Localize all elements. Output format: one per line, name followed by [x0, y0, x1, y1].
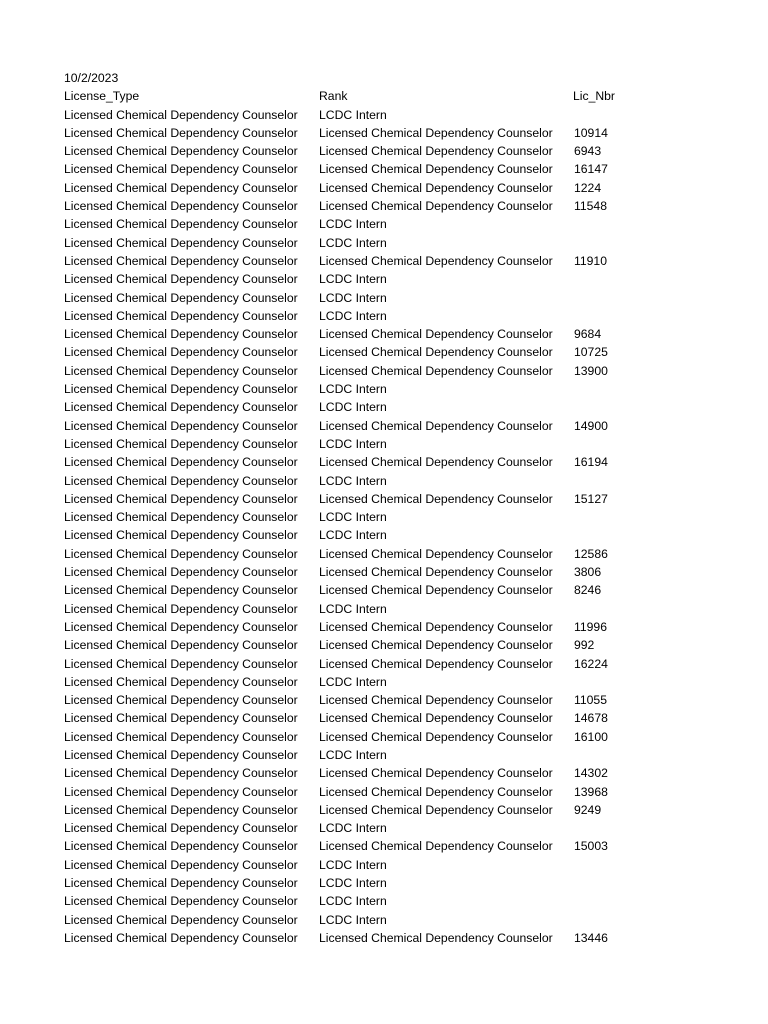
- rank-cell: LCDC Intern: [319, 382, 387, 397]
- license-type-cell: Licensed Chemical Dependency Counselor: [64, 876, 298, 891]
- spreadsheet-document: [64, 69, 704, 947]
- license-type-cell: Licensed Chemical Dependency Counselor: [64, 308, 298, 323]
- lic-nbr-cell: 16100: [574, 729, 608, 744]
- rank-cell: LCDC Intern: [319, 308, 387, 323]
- rank-cell: Licensed Chemical Dependency Counselor: [319, 180, 553, 195]
- table-row: [64, 618, 704, 636]
- rank-cell: Licensed Chemical Dependency Counselor: [319, 546, 553, 561]
- table-row: [64, 728, 704, 746]
- rank-cell: Licensed Chemical Dependency Counselor: [319, 839, 553, 854]
- license-type-cell: Licensed Chemical Dependency Counselor: [64, 802, 298, 817]
- license-type-cell: Licensed Chemical Dependency Counselor: [64, 930, 298, 945]
- rank-cell: Licensed Chemical Dependency Counselor: [319, 199, 553, 214]
- column-header-rank: Rank: [319, 89, 348, 104]
- rank-cell: Licensed Chemical Dependency Counselor: [319, 144, 553, 159]
- table-row: [64, 636, 704, 654]
- license-type-cell: Licensed Chemical Dependency Counselor: [64, 473, 298, 488]
- license-type-cell: Licensed Chemical Dependency Counselor: [64, 345, 298, 360]
- license-type-cell: Licensed Chemical Dependency Counselor: [64, 510, 298, 525]
- lic-nbr-cell: 13446: [574, 930, 608, 945]
- lic-nbr-cell: 14678: [574, 711, 608, 726]
- rank-cell: Licensed Chemical Dependency Counselor: [319, 583, 553, 598]
- rank-cell: LCDC Intern: [319, 912, 387, 927]
- license-type-cell: Licensed Chemical Dependency Counselor: [64, 125, 298, 140]
- table-row: [64, 270, 704, 288]
- table-row: [64, 837, 704, 855]
- rank-cell: Licensed Chemical Dependency Counselor: [319, 784, 553, 799]
- license-type-cell: Licensed Chemical Dependency Counselor: [64, 436, 298, 451]
- table-row: [64, 874, 704, 892]
- license-type-cell: Licensed Chemical Dependency Counselor: [64, 180, 298, 195]
- column-header-lic-nbr: Lic_Nbr: [573, 89, 615, 104]
- rank-cell: LCDC Intern: [319, 857, 387, 872]
- license-type-cell: Licensed Chemical Dependency Counselor: [64, 857, 298, 872]
- table-row: [64, 600, 704, 618]
- rank-cell: Licensed Chemical Dependency Counselor: [319, 729, 553, 744]
- rank-cell: Licensed Chemical Dependency Counselor: [319, 711, 553, 726]
- license-type-cell: Licensed Chemical Dependency Counselor: [64, 601, 298, 616]
- license-type-cell: Licensed Chemical Dependency Counselor: [64, 784, 298, 799]
- rank-cell: LCDC Intern: [319, 400, 387, 415]
- license-type-cell: Licensed Chemical Dependency Counselor: [64, 327, 298, 342]
- table-row: [64, 325, 704, 343]
- license-type-cell: Licensed Chemical Dependency Counselor: [64, 235, 298, 250]
- table-row: [64, 234, 704, 252]
- table-row: [64, 746, 704, 764]
- rank-cell: LCDC Intern: [319, 876, 387, 891]
- lic-nbr-cell: 16194: [574, 455, 608, 470]
- license-type-cell: Licensed Chemical Dependency Counselor: [64, 400, 298, 415]
- table-row: [64, 929, 704, 947]
- license-type-cell: Licensed Chemical Dependency Counselor: [64, 619, 298, 634]
- license-type-cell: Licensed Chemical Dependency Counselor: [64, 821, 298, 836]
- table-row: [64, 289, 704, 307]
- rank-cell: Licensed Chemical Dependency Counselor: [319, 565, 553, 580]
- table-row: [64, 398, 704, 416]
- table-row: [64, 581, 704, 599]
- license-type-cell: Licensed Chemical Dependency Counselor: [64, 290, 298, 305]
- table-row: [64, 691, 704, 709]
- rank-cell: Licensed Chemical Dependency Counselor: [319, 125, 553, 140]
- table-row: [64, 106, 704, 124]
- license-type-cell: Licensed Chemical Dependency Counselor: [64, 674, 298, 689]
- table-row: [64, 801, 704, 819]
- rank-cell: Licensed Chemical Dependency Counselor: [319, 693, 553, 708]
- table-row: [64, 911, 704, 929]
- rank-cell: Licensed Chemical Dependency Counselor: [319, 656, 553, 671]
- table-row: [64, 142, 704, 160]
- license-type-cell: Licensed Chemical Dependency Counselor: [64, 729, 298, 744]
- lic-nbr-cell: 9684: [574, 327, 602, 342]
- lic-nbr-cell: 10725: [574, 345, 608, 360]
- rank-cell: Licensed Chemical Dependency Counselor: [319, 363, 553, 378]
- table-row: [64, 655, 704, 673]
- license-type-cell: Licensed Chemical Dependency Counselor: [64, 546, 298, 561]
- license-type-cell: Licensed Chemical Dependency Counselor: [64, 766, 298, 781]
- rank-cell: LCDC Intern: [319, 821, 387, 836]
- table-row: [64, 783, 704, 801]
- license-type-cell: Licensed Chemical Dependency Counselor: [64, 199, 298, 214]
- lic-nbr-cell: 14900: [574, 418, 608, 433]
- rank-cell: Licensed Chemical Dependency Counselor: [319, 491, 553, 506]
- rank-cell: Licensed Chemical Dependency Counselor: [319, 619, 553, 634]
- lic-nbr-cell: 15003: [574, 839, 608, 854]
- rank-cell: Licensed Chemical Dependency Counselor: [319, 345, 553, 360]
- lic-nbr-cell: 3806: [574, 565, 602, 580]
- lic-nbr-cell: 10914: [574, 125, 608, 140]
- lic-nbr-cell: 8246: [574, 583, 602, 598]
- rank-cell: LCDC Intern: [319, 107, 387, 122]
- license-type-cell: Licensed Chemical Dependency Counselor: [64, 565, 298, 580]
- table-row: [64, 362, 704, 380]
- license-type-cell: Licensed Chemical Dependency Counselor: [64, 747, 298, 762]
- table-row: [64, 124, 704, 142]
- license-type-cell: Licensed Chemical Dependency Counselor: [64, 912, 298, 927]
- lic-nbr-cell: 11548: [574, 199, 607, 214]
- table-row: [64, 472, 704, 490]
- table-row: [64, 508, 704, 526]
- table-row: [64, 215, 704, 233]
- table-row: [64, 709, 704, 727]
- table-row: [64, 819, 704, 837]
- license-type-cell: Licensed Chemical Dependency Counselor: [64, 491, 298, 506]
- rank-cell: LCDC Intern: [319, 290, 387, 305]
- table-row: [64, 307, 704, 325]
- license-type-cell: Licensed Chemical Dependency Counselor: [64, 894, 298, 909]
- table-row: [64, 343, 704, 361]
- rank-cell: Licensed Chemical Dependency Counselor: [319, 418, 553, 433]
- table-row: [64, 563, 704, 581]
- table-row: [64, 380, 704, 398]
- rank-cell: LCDC Intern: [319, 528, 387, 543]
- license-type-cell: Licensed Chemical Dependency Counselor: [64, 693, 298, 708]
- rank-cell: Licensed Chemical Dependency Counselor: [319, 327, 553, 342]
- rank-cell: LCDC Intern: [319, 601, 387, 616]
- rank-cell: LCDC Intern: [319, 217, 387, 232]
- lic-nbr-cell: 14302: [574, 766, 608, 781]
- lic-nbr-cell: 992: [574, 638, 595, 653]
- lic-nbr-cell: 11910: [574, 253, 607, 268]
- table-row: [64, 764, 704, 782]
- table-row: [64, 526, 704, 544]
- license-type-cell: Licensed Chemical Dependency Counselor: [64, 363, 298, 378]
- table-row: [64, 856, 704, 874]
- rank-cell: Licensed Chemical Dependency Counselor: [319, 162, 553, 177]
- lic-nbr-cell: 15127: [574, 491, 608, 506]
- lic-nbr-cell: 6943: [574, 144, 602, 159]
- rank-cell: LCDC Intern: [319, 894, 387, 909]
- lic-nbr-cell: 13900: [574, 363, 608, 378]
- license-type-cell: Licensed Chemical Dependency Counselor: [64, 528, 298, 543]
- license-type-cell: Licensed Chemical Dependency Counselor: [64, 217, 298, 232]
- table-row: [64, 490, 704, 508]
- table-row: [64, 179, 704, 197]
- table-row: [64, 453, 704, 471]
- license-type-cell: Licensed Chemical Dependency Counselor: [64, 711, 298, 726]
- lic-nbr-cell: 11055: [574, 693, 607, 708]
- rank-cell: Licensed Chemical Dependency Counselor: [319, 766, 553, 781]
- rank-cell: Licensed Chemical Dependency Counselor: [319, 930, 553, 945]
- rank-cell: LCDC Intern: [319, 510, 387, 525]
- license-type-cell: Licensed Chemical Dependency Counselor: [64, 382, 298, 397]
- rank-cell: Licensed Chemical Dependency Counselor: [319, 253, 553, 268]
- lic-nbr-cell: 12586: [574, 546, 608, 561]
- lic-nbr-cell: 1224: [574, 180, 602, 195]
- column-header-license-type: License_Type: [64, 89, 140, 104]
- license-type-cell: Licensed Chemical Dependency Counselor: [64, 455, 298, 470]
- license-type-cell: Licensed Chemical Dependency Counselor: [64, 656, 298, 671]
- lic-nbr-cell: 13968: [574, 784, 608, 799]
- rank-cell: LCDC Intern: [319, 674, 387, 689]
- rank-cell: Licensed Chemical Dependency Counselor: [319, 455, 553, 470]
- license-type-cell: Licensed Chemical Dependency Counselor: [64, 272, 298, 287]
- rank-cell: LCDC Intern: [319, 473, 387, 488]
- lic-nbr-cell: 11996: [574, 619, 607, 634]
- table-body: [64, 106, 704, 948]
- table-row: [64, 252, 704, 270]
- table-row: [64, 417, 704, 435]
- rank-cell: LCDC Intern: [319, 235, 387, 250]
- license-type-cell: Licensed Chemical Dependency Counselor: [64, 638, 298, 653]
- document-date: 10/2/2023: [64, 71, 119, 85]
- lic-nbr-cell: 16224: [574, 656, 608, 671]
- license-type-cell: Licensed Chemical Dependency Counselor: [64, 253, 298, 268]
- table-row: [64, 160, 704, 178]
- table-row: [64, 673, 704, 691]
- table-row: [64, 545, 704, 563]
- rank-cell: LCDC Intern: [319, 747, 387, 762]
- table-row: [64, 197, 704, 215]
- license-type-cell: Licensed Chemical Dependency Counselor: [64, 839, 298, 854]
- license-type-cell: Licensed Chemical Dependency Counselor: [64, 583, 298, 598]
- lic-nbr-cell: 9249: [574, 802, 602, 817]
- rank-cell: Licensed Chemical Dependency Counselor: [319, 802, 553, 817]
- table-row: [64, 892, 704, 910]
- table-row: [64, 435, 704, 453]
- rank-cell: Licensed Chemical Dependency Counselor: [319, 638, 553, 653]
- table-header-row: [64, 87, 704, 105]
- rank-cell: LCDC Intern: [319, 436, 387, 451]
- license-type-cell: Licensed Chemical Dependency Counselor: [64, 418, 298, 433]
- license-type-cell: Licensed Chemical Dependency Counselor: [64, 107, 298, 122]
- license-type-cell: Licensed Chemical Dependency Counselor: [64, 162, 298, 177]
- license-type-cell: Licensed Chemical Dependency Counselor: [64, 144, 298, 159]
- rank-cell: LCDC Intern: [319, 272, 387, 287]
- lic-nbr-cell: 16147: [574, 162, 608, 177]
